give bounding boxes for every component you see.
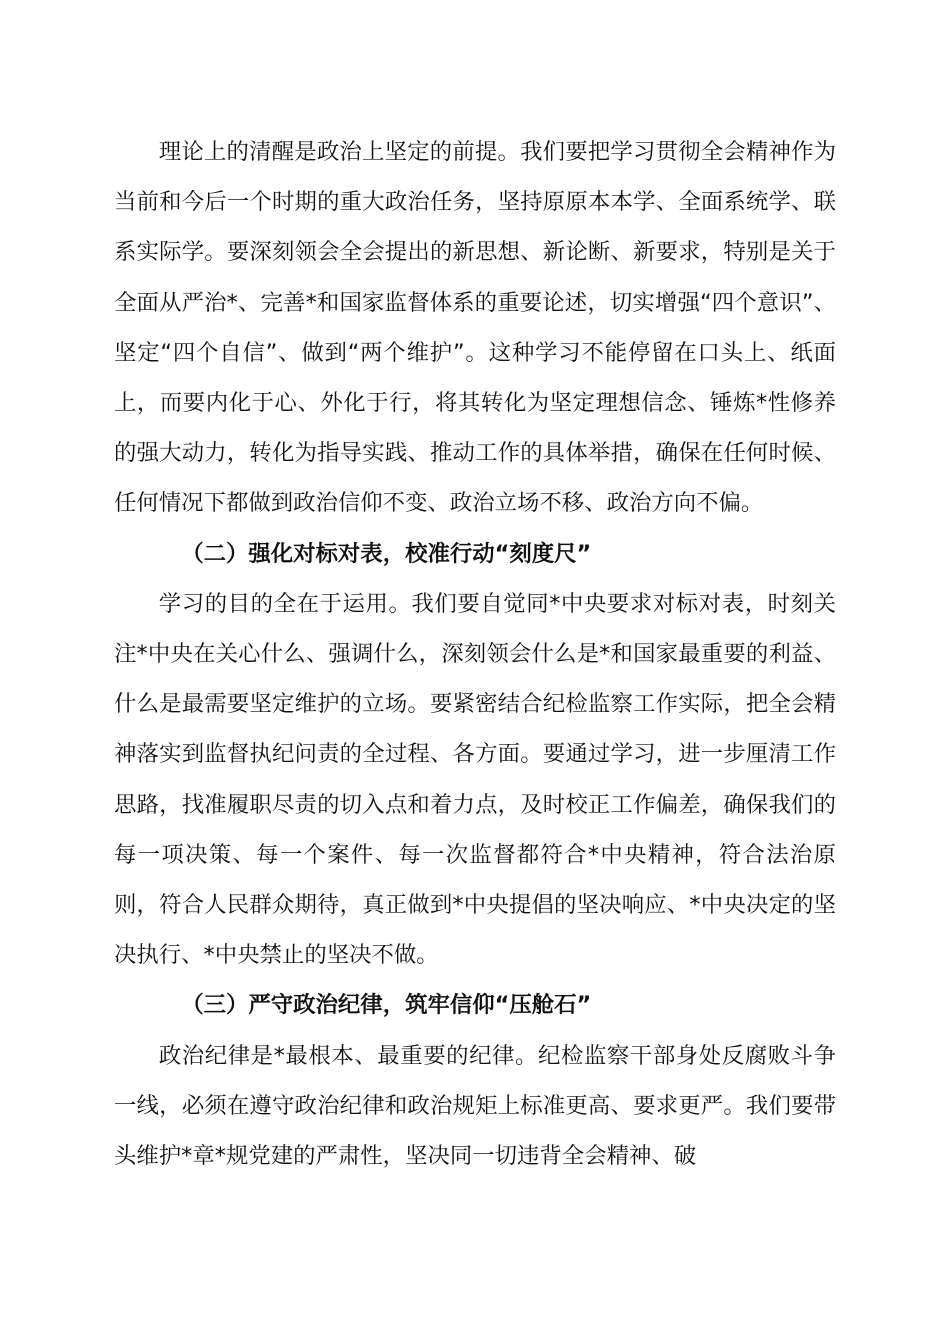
section-heading: （三）严守政治纪律，筑牢信仰“压舱石” (181, 992, 592, 1019)
body-paragraph: 理论上的清醒是政治上坚定的前提。我们要把学习贯彻全会精神作为当前和今后一个时期的重大政治任务，坚持原原本本学、全面系统学、联系实际学。要深刻领会全会提出的新思想、新论断、新要求，特别是关于全面从严治*、完善*和国家监督体系的重要论述，切实增强“四个意识”、坚定“四个自信”、做到“两个维护”。这种学习不能停留在口头上、纸面上，而要内化于心、外化于行，将其转化为坚定理想信念、锤炼*性修养的强大动力，转化为指导实践、推动工作的具体举措，确保在任何时候、任何情况下都做到政治信仰不变、政治立场不移、政治方向不偏。 (114, 139, 836, 517)
document-body (114, 127, 836, 1181)
section-heading: （二）强化对标对表，校准行动“刻度尺” (181, 540, 592, 567)
body-paragraph: 学习的目的全在于运用。我们要自觉同*中央要求对标对表，时刻关注*中央在关心什么、强调什么，深刻领会什么是*和国家最重要的利益、什么是最需要坚定维护的立场。要紧密结合纪检监察工作实际，把全会精神落实到监督执纪问责的全过程、各方面。要通过学习，进一步厘清工作思路，找准履职尽责的切入点和着力点，及时校正工作偏差，确保我们的每一项决策、每一个案件、每一次监督都符合*中央精神，符合法治原则，符合人民群众期待，真正做到*中央提倡的坚决响应、*中央决定的坚决执行、*中央禁止的坚决不做。 (114, 590, 836, 969)
body-paragraph: 政治纪律是*最根本、最重要的纪律。纪检监察干部身处反腐败斗争一线，必须在遵守政治纪律和政治规矩上标准更高、要求更严。我们要带头维护*章*规党建的严肃性，坚决同一切违背全会精神、破 (114, 1042, 836, 1170)
